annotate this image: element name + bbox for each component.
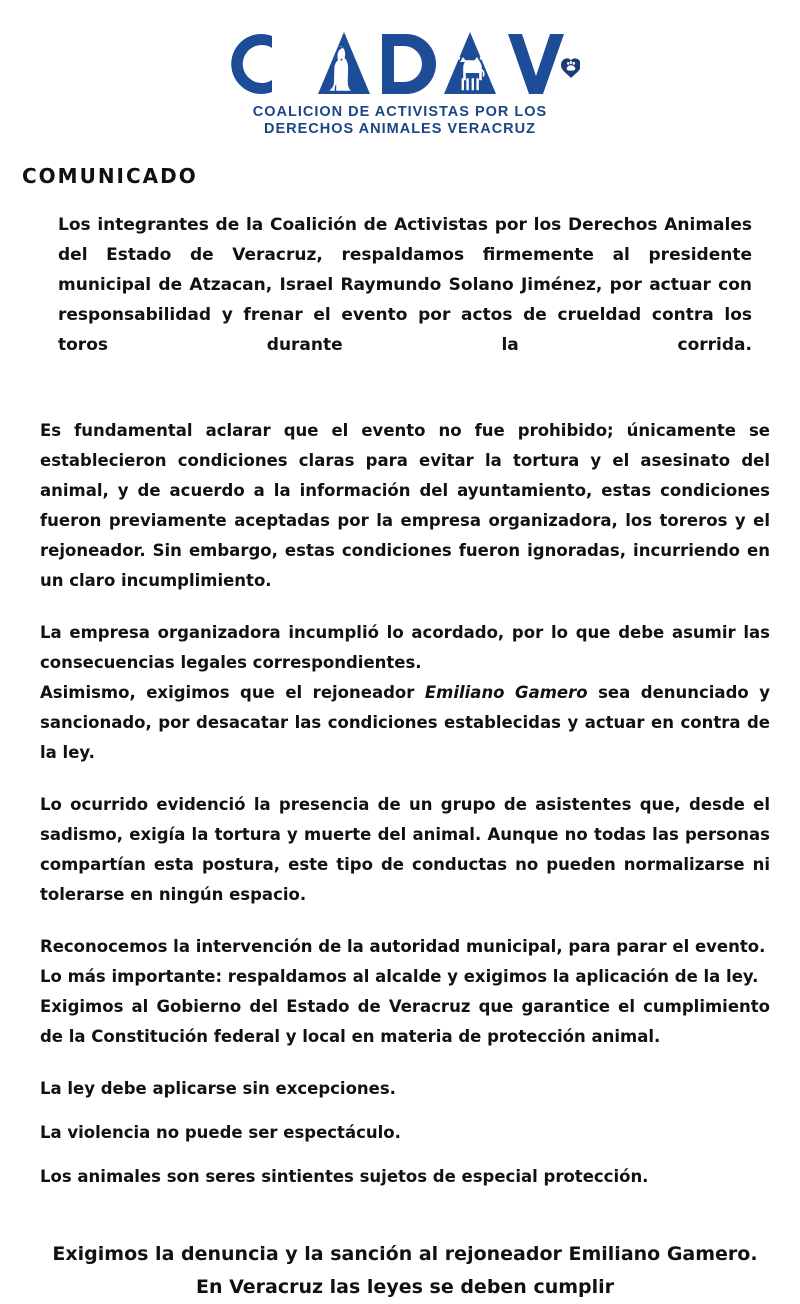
logo-letter-d: [382, 34, 436, 94]
closing-line-1: Exigimos la denuncia y la sanción al rejoneador Emiliano Gamero.: [52, 1243, 758, 1265]
logo-letter-a-dog: [318, 32, 370, 94]
closing-line-2: En Veracruz las leyes se deben cumplir: [195, 1276, 615, 1298]
logo-subtitle-line-1: COALICION DE ACTIVISTAS POR LOS: [252, 104, 548, 120]
paragraph-1: Es fundamental aclarar que el evento no fue prohibido; únicamente se establecieron condiciones claras para evitar la tortura y el asesinato del animal, y de acuerdo a la información del ayuntamiento, estas condiciones fueron previamente aceptadas por la empresa organizadora, los toreros y el rejoneador. Sin embargo, estas condiciones fueron ignoradas, incurriendo en un claro incumplimiento.: [40, 421, 770, 590]
statement-2: La violencia no puede ser espectáculo.: [40, 1123, 401, 1142]
closing-statement: [40, 1238, 770, 1304]
spacer: [40, 596, 770, 618]
dog-eye-icon: [340, 59, 342, 61]
heart-paw-icon: [561, 58, 580, 78]
spacer: [40, 390, 770, 416]
paragraph-6: Lo más importante: respaldamos al alcalde y exigimos la aplicación de la ley.: [40, 967, 759, 986]
paragraph-3: [40, 678, 770, 768]
statement-1: La ley debe aplicarse sin excepciones.: [40, 1079, 396, 1098]
spacer: [40, 768, 770, 790]
spacer: [40, 1052, 770, 1074]
intro-paragraph: Los integrantes de la Coalición de Activistas por los Derechos Animales del Estado de Veracruz, respaldamos firmemente al presidente municipal de Atzacan, Israel Raymundo Solano Jiménez, por actuar con responsabilidad y frenar el evento por actos de crueldad contra los toros durante la corrida.: [58, 215, 752, 355]
cadav-wordmark: [220, 26, 580, 102]
logo-letter-c: [231, 34, 272, 94]
logo-subtitle-line-2: DERECHOS ANIMALES VERACRUZ: [264, 121, 536, 137]
paragraph-2: La empresa organizadora incumplió lo acordado, por lo que debe asumir las consecuencias legales correspondientes.: [40, 623, 770, 672]
paragraph-3-text-before: Asimismo, exigimos que el rejoneador: [40, 683, 425, 702]
spacer: [40, 1104, 770, 1118]
logo-letter-a-bull: [444, 32, 496, 94]
paragraph-3-text-after: sea denunciado y sancionado, por desacatar las condiciones establecidas y actuar en contra de la ley.: [40, 683, 770, 762]
logo-subtitle: [253, 104, 547, 138]
spacer: [40, 1148, 770, 1162]
statement-3: Los animales son seres sintientes sujetos de especial protección.: [40, 1167, 649, 1186]
communique-body: [40, 210, 770, 1304]
rejoneador-name: Emiliano Gamero: [424, 683, 588, 702]
paragraph-5: Reconocemos la intervención de la autoridad municipal, para parar el evento.: [40, 937, 766, 956]
spacer: [40, 910, 770, 932]
cadav-logo: [0, 0, 800, 138]
logo-letter-v: [508, 34, 564, 94]
paragraph-4: Lo ocurrido evidenció la presencia de un grupo de asistentes que, desde el sadismo, exigía la tortura y muerte del animal. Aunque no todas las personas compartían esta postura, este tipo de conductas no pueden normalizarse ni tolerarse en ningún espacio.: [40, 795, 770, 904]
paragraph-7: Exigimos al Gobierno del Estado de Veracruz que garantice el cumplimiento de la Constitución federal y local en materia de protección animal.: [40, 997, 770, 1046]
page-title: COMUNICADO: [22, 164, 198, 188]
